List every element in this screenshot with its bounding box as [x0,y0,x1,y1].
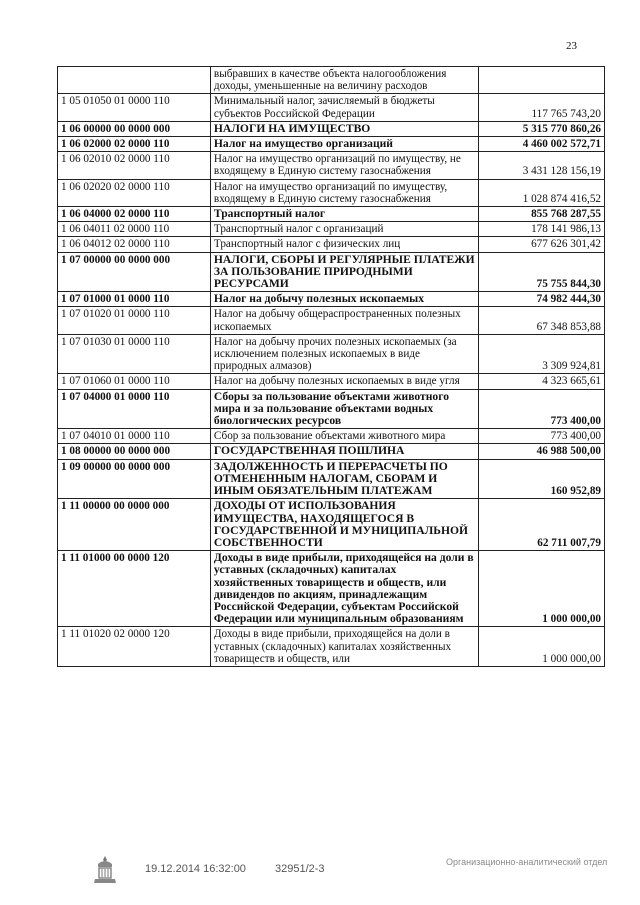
row-name: Транспортный налог с организаций [210,222,478,237]
row-amount: 4 460 002 572,71 [478,137,604,152]
row-name: ЗАДОЛЖЕННОСТЬ И ПЕРЕРАСЧЕТЫ ПО ОТМЕНЕННЫМ НАЛОГАМ, СБОРАМ И ИНЫМ ОБЯЗАТЕЛЬНЫМ ПЛАТЕЖАМ [210,459,478,499]
row-name: НАЛОГИ НА ИМУЩЕСТВО [210,121,478,136]
row-code: 1 07 04000 01 0000 110 [58,389,211,429]
row-name: Сборы за пользование объектами животного мира и за пользование объектами водных биологических ресурсов [210,389,478,429]
row-name: Налог на имущество организаций [210,137,478,152]
table-row [58,67,605,94]
row-name: Налог на добычу полезных ископаемых [210,292,478,307]
footer-doc-number: 32951/2-3 [275,863,325,875]
row-name: Налог на имущество организаций по имуществу, входящему в Единую систему газоснабжения [210,179,478,206]
table-row [58,389,605,429]
row-name: Транспортный налог с физических лиц [210,237,478,252]
table-row [58,499,605,551]
table-row [58,252,605,292]
row-code: 1 05 01050 01 0000 110 [58,94,211,121]
row-code: 1 06 04000 02 0000 110 [58,207,211,222]
row-code: 1 06 02000 02 0000 110 [58,137,211,152]
table-row [58,222,605,237]
table-row [58,152,605,179]
table-row [58,292,605,307]
table-row [58,237,605,252]
footer-department [446,857,607,868]
row-amount: 117 765 743,20 [478,94,604,121]
row-amount: 773 400,00 [478,429,604,444]
row-code: 1 08 00000 00 0000 000 [58,444,211,459]
row-amount: 1 028 874 416,52 [478,179,604,206]
row-code [58,67,211,94]
table-row [58,137,605,152]
row-amount: 1 000 000,00 [478,551,604,627]
row-name: Налог на добычу прочих полезных ископаемых (за исключением полезных ископаемых в виде природных алмазов) [210,334,478,374]
table-row [58,429,605,444]
row-amount: 855 768 287,55 [478,207,604,222]
table-row [58,374,605,389]
page-footer [0,854,640,894]
row-name: Налог на добычу общераспространенных полезных ископаемых [210,307,478,334]
table-row [58,551,605,627]
row-name: НАЛОГИ, СБОРЫ И РЕГУЛЯРНЫЕ ПЛАТЕЖИ ЗА ПОЛЬЗОВАНИЕ ПРИРОДНЫМИ РЕСУРСАМИ [210,252,478,292]
table-row [58,334,605,374]
row-name: ДОХОДЫ ОТ ИСПОЛЬЗОВАНИЯ ИМУЩЕСТВА, НАХОДЯЩЕГОСЯ В ГОСУДАРСТВЕННОЙ И МУНИЦИПАЛЬНОЙ СОБСТВЕННОСТИ [210,499,478,551]
row-amount: 773 400,00 [478,389,604,429]
row-code: 1 06 02020 02 0000 110 [58,179,211,206]
table-row [58,94,605,121]
row-name: Налог на добычу полезных ископаемых в виде угля [210,374,478,389]
table-row [58,207,605,222]
row-name: Сбор за пользование объектами животного мира [210,429,478,444]
row-code: 1 07 01020 01 0000 110 [58,307,211,334]
emblem-icon [92,854,118,886]
row-amount: 74 982 444,30 [478,292,604,307]
footer-timestamp: 19.12.2014 16:32:00 [145,863,246,875]
row-code: 1 07 01000 01 0000 110 [58,292,211,307]
row-name: ГОСУДАРСТВЕННАЯ ПОШЛИНА [210,444,478,459]
row-name: выбравших в качестве объекта налогообложения доходы, уменьшенные на величину расходов [210,67,478,94]
row-amount: 46 988 500,00 [478,444,604,459]
row-code: 1 06 02010 02 0000 110 [58,152,211,179]
row-code: 1 09 00000 00 0000 000 [58,459,211,499]
table-row [58,444,605,459]
row-code: 1 06 04012 02 0000 110 [58,237,211,252]
row-code: 1 07 01060 01 0000 110 [58,374,211,389]
row-name: Транспортный налог [210,207,478,222]
row-amount: 3 309 924,81 [478,334,604,374]
row-code: 1 11 00000 00 0000 000 [58,499,211,551]
row-amount: 4 323 665,61 [478,374,604,389]
row-code: 1 07 01030 01 0000 110 [58,334,211,374]
row-code: 1 06 04011 02 0000 110 [58,222,211,237]
row-code: 1 06 00000 00 0000 000 [58,121,211,136]
row-name: Минимальный налог, зачисляемый в бюджеты субъектов Российской Федерации [210,94,478,121]
row-amount: 178 141 986,13 [478,222,604,237]
table-row [58,459,605,499]
table-row [58,627,605,667]
row-amount: 1 000 000,00 [478,627,604,667]
row-amount: 160 952,89 [478,459,604,499]
table-row [58,121,605,136]
row-amount: 5 315 770 860,26 [478,121,604,136]
row-amount: 67 348 853,88 [478,307,604,334]
row-name: Налог на имущество организаций по имуществу, не входящему в Единую систему газоснабжения [210,152,478,179]
row-name: Доходы в виде прибыли, приходящейся на доли в уставных (складочных) капиталах хозяйственных товариществ и обществ, или дивидендов по акциям, принадлежащим Российской Федерации, субъектам Российской Федерации или муниципальным образованиям [210,551,478,627]
page-number: 23 [566,40,577,52]
row-amount: 62 711 007,79 [478,499,604,551]
row-code: 1 07 04010 01 0000 110 [58,429,211,444]
row-code: 1 11 01000 00 0000 120 [58,551,211,627]
row-code: 1 11 01020 02 0000 120 [58,627,211,667]
budget-revenue-table [57,66,605,667]
row-amount: 75 755 844,30 [478,252,604,292]
table-row [58,307,605,334]
row-amount [478,67,604,94]
row-name: Доходы в виде прибыли, приходящейся на доли в уставных (складочных) капиталах хозяйственных товариществ и обществ, или [210,627,478,667]
row-amount: 677 626 301,42 [478,237,604,252]
row-amount: 3 431 128 156,19 [478,152,604,179]
table-row [58,179,605,206]
footer-department-text: Организационно-аналитический отдел [446,857,608,867]
row-code: 1 07 00000 00 0000 000 [58,252,211,292]
